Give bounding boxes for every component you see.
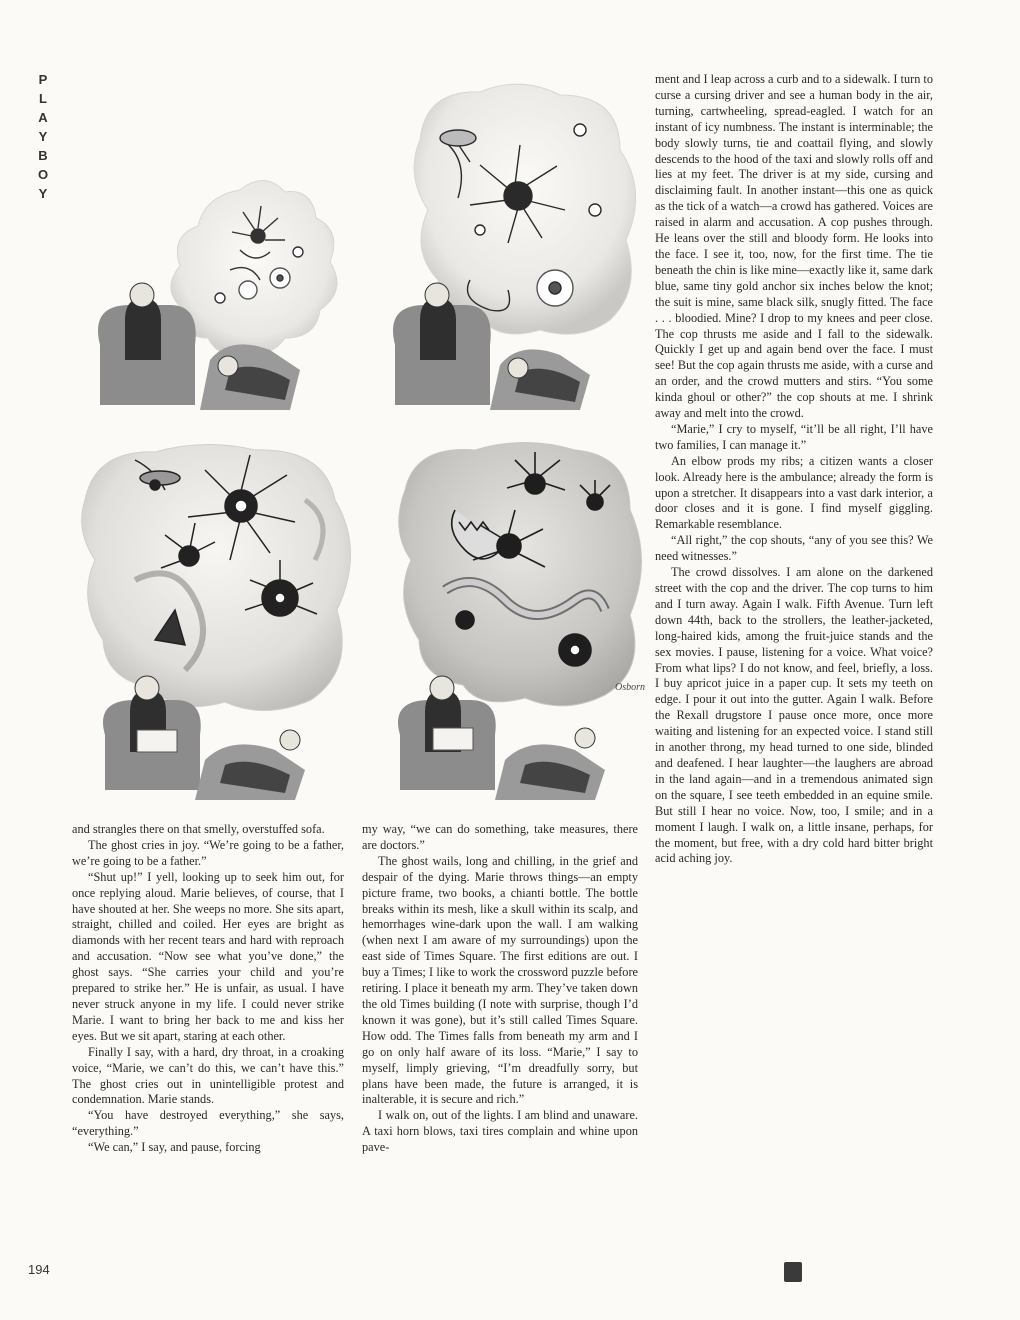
illustration-bottom-right: [385, 440, 650, 810]
rabbit-end-mark-icon: [784, 1262, 802, 1282]
page-number: 194: [28, 1262, 50, 1277]
paragraph: my way, “we can do something, take measures, there are doctors.”: [362, 822, 638, 852]
running-head-letter: O: [37, 167, 49, 182]
text-column-1: [72, 822, 344, 1156]
running-head-letter: A: [38, 110, 48, 125]
text-column-3: [655, 72, 933, 867]
illustration-bottom-left: [75, 440, 375, 810]
illustration-top-right: [380, 80, 650, 410]
paragraph: “Shut up!” I yell, looking up to seek him out, for once replying aloud. Marie believes, of course, that I have shouted at her. She weeps no more. She sits apart, straight, chilled and coiled. Her eyes are bright as diamonds with her recent tears and hard with reproach and accusation. “Now see what you’ve done,” the ghost says. “She carries your child and you’re prepared to strike her.” He is unfair, as usual. I have never struck anyone in my life. I could never strike Marie. I want to bring her back to me and kiss her eyes. But we sit apart, staring at each other.: [72, 869, 344, 1043]
paragraph: “Marie,” I cry to myself, “it’ll be all right, I’ll have two families, I can manage it.”: [655, 421, 933, 452]
paragraph: ment and I leap across a curb and to a sidewalk. I turn to curse a cursing driver and see a human body in the air, turning, cartwheeling, spread-eagled. I watch for an instant of icy numbness. The instant is interminable; the body slowly turns, tie and coattail flying, and slowly descends to the hood of the taxi and slowly rolls off and lies at my feet. The driver is at my side, cursing and disclaiming fault. In another instant—this one as quick as the tick of a watch—a crowd has gathered. Voices are raised in alarm and accusation. A cop pushes through. He leans over the still and bloody form. He looks into the face. I see it, too, now, for the first time. The tie beneath the chin is like mine—exactly like it, same dark blue, same tiny gold anchor six inches below the knot; the suit is mine, same black silk, snugly fitted. The face . . . bloodied. Mine? I drop to my knees and peer close. The cop thrusts me aside and I fall to the sidewalk. Quickly I get up and again bend over the face. I must see! But the cop again thrusts me aside, with a curse and an order, and the crowd mutters and stirs. “You some kinda ghoul or other?” the cop shouts at me. I shrink away and melt into the crowd.: [655, 72, 933, 421]
running-head-letter: Y: [38, 129, 48, 144]
artist-signature: Osborn: [615, 682, 646, 693]
running-head: [33, 70, 53, 203]
running-head-letter: P: [38, 72, 48, 87]
paragraph: The ghost cries in joy. “We’re going to be a father, we’re going to be a father.”: [72, 837, 344, 868]
paragraph: I walk on, out of the lights. I am blind and unaware. A taxi horn blows, taxi tires complain and whine upon pave-: [362, 1108, 638, 1155]
running-head-letter: L: [39, 91, 47, 106]
paragraph: An elbow prods my ribs; a citizen wants a closer look. Already here is the ambulance; already the form is upon a stretcher. It disappears into a vast dark interior, a door closes and it is gone. I find myself giggling. Remarkable resemblance.: [655, 453, 933, 532]
running-head-letter: B: [38, 148, 48, 163]
paragraph: Finally I say, with a hard, dry throat, in a croaking voice, “Marie, we can’t do this, we can’t have this.” The ghost cries out in unintelligible protest and condemnation. Marie stands.: [72, 1044, 344, 1107]
illustration-top-left: [80, 170, 370, 410]
text-column-2: [362, 822, 638, 1156]
paragraph: The ghost wails, long and chilling, in the grief and despair of the dying. Marie throws things—an empty picture frame, two books, a chianti bottle. The bottle breaks within its mesh, like a skull within its scalp, and hemorrhages wine-dark upon the wall. I am walking (when next I am aware of my surroundings) upon the east side of Times Square. The first editions are out. I buy a Times; I like to work the crossword puzzle before retiring. I place it beneath my arm. They’ve taken down the old Times building (I note with surprise, though I’d known it was gone), but it’s still called Times Square. How odd. The Times falls from beneath my arm and I go on only half aware of its loss. “Marie,” I say to myself, limply grieving, “I’m dreadfully sorry, but plans have been made, the future is arranged, it is inalterable, it is secure and rich.”: [362, 853, 638, 1107]
paragraph: The crowd dissolves. I am alone on the darkened street with the cop and the driver. The cop turns to him and I turn away. Again I walk. Fifth Avenue. Turn left down 44th, back to the strollers, the leather-jacketed, long-haired kids, among the fruit-juice stands and the sex movies. I pause, listening for a voice. What voice? From what lips? I do not know, and feel, briefly, a loss. I buy apricot juice in a paper cup. It sets my teeth on edge. I pour it out into the gutter. Again I walk. Before the Rexall drugstore I pause once more, once more waiting and listening for an expected voice. I stand still in another throng, my head turned to one side, blinded and deafened. I hear laughter—the laughers are abroad in the land again—and in a tremendous animated sign on the square, I see teeth embedded in an equine smile. But still I hear no voice. Now, too, I smile; and in a moment I laugh. I walk on, a little insane, perhaps, for the moment, but free, with a dry cold hard bitter bright acid aching joy.: [655, 565, 933, 866]
paragraph: “We can,” I say, and pause, forcing: [88, 1140, 261, 1155]
paragraph: and strangles there on that smelly, overstuffed sofa.: [72, 822, 325, 836]
running-head-letter: Y: [38, 186, 48, 201]
paragraph: “All right,” the cop shouts, “any of you see this? We need witnesses.”: [655, 533, 933, 564]
paragraph: “You have destroyed everything,” she says, “everything.”: [72, 1108, 344, 1139]
